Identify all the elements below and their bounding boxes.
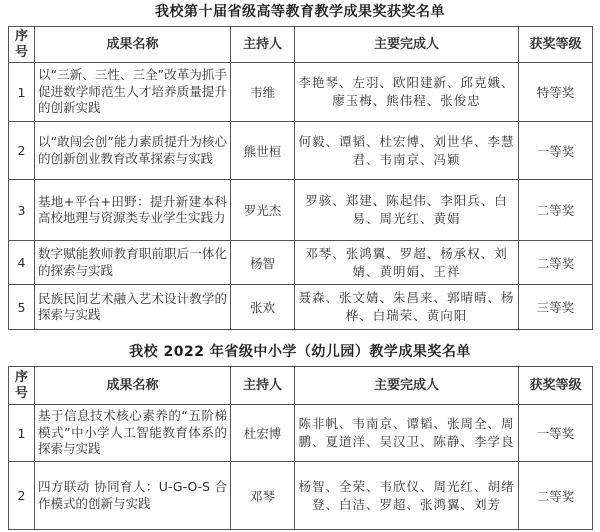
header-name: 成果名称 [35, 367, 231, 405]
row-no: 1 [9, 405, 35, 462]
row-members: 陈非帆、韦南京、谭韬、张周全、周鹏、夏道洋、吴汉卫、陈静、李学良 [295, 405, 519, 462]
header-members: 主要完成人 [295, 367, 519, 405]
row-grade: 二等奖 [519, 241, 593, 285]
row-name: 民族民间艺术融入艺术设计教学的探索与实践 [35, 285, 231, 330]
row-host: 杨智 [231, 241, 295, 285]
table-row [9, 180, 593, 241]
row-name: 基地+平台+田野：提升新建本科高校地理与资源类专业学生实践力 [35, 180, 231, 241]
row-host: 罗光杰 [231, 180, 295, 241]
table-row [9, 462, 593, 530]
table-row [9, 405, 593, 462]
table-row [9, 122, 593, 180]
row-grade: 特等奖 [519, 63, 593, 122]
section-title: 我校 2022 年省级中小学（幼儿园）教学成果奖名单 [129, 344, 471, 360]
table-row [9, 241, 593, 285]
row-grade: 二等奖 [519, 180, 593, 241]
row-members: 邓琴、张鸿翼、罗超、杨承权、刘婧、黄明娟、王祥 [295, 241, 519, 285]
row-grade: 三等奖 [519, 285, 593, 330]
header-members: 主要完成人 [295, 27, 519, 63]
row-members: 李艳琴、左羽、欧阳建新、邱克娥、廖玉梅、熊伟程、张俊忠 [295, 63, 519, 122]
table-row [9, 63, 593, 122]
row-no: 3 [9, 180, 35, 241]
row-no: 5 [9, 285, 35, 330]
row-name: 以“敢闯会创”能力素质提升为核心的创新创业教育改革探索与实践 [35, 122, 231, 180]
row-name: 基于信息技术核心素养的“五阶梯模式”中小学人工智能教育体系的探索与实践 [35, 405, 231, 462]
header-grade: 获奖等级 [519, 27, 593, 63]
header-no: 序号 [9, 27, 35, 63]
row-name: 数字赋能教师教育职前职后一体化的探索与实践 [35, 241, 231, 285]
row-host: 邓琴 [231, 462, 295, 530]
award-table [8, 366, 593, 530]
row-name: 以“三新、三性、三全”改革为抓手促进数学师范生人才培养质量提升的创新实践 [35, 63, 231, 122]
header-no: 序号 [9, 367, 35, 405]
row-grade: 一等奖 [519, 122, 593, 180]
row-host: 韦维 [231, 63, 295, 122]
row-members: 聂森、张文婧、朱昌来、郭晴晴、杨桦、白瑞荣、黄向阳 [295, 285, 519, 330]
row-no: 4 [9, 241, 35, 285]
row-grade: 一等奖 [519, 405, 593, 462]
table-header-row [9, 367, 593, 405]
row-members: 何毅、谭韬、杜宏博、刘世华、李慧君、韦南京、冯颖 [295, 122, 519, 180]
header-grade: 获奖等级 [519, 367, 593, 405]
header-host: 主持人 [231, 27, 295, 63]
row-grade: 二等奖 [519, 462, 593, 530]
row-members: 杨智、全荣、韦欣仪、周光红、胡绪登、白洁、罗超、张鸿翼、刘芳 [295, 462, 519, 530]
row-no: 2 [9, 462, 35, 530]
row-members: 罗骇、郑建、陈起伟、李阳兵、白易、周光红、黄娟 [295, 180, 519, 241]
k12-award-section [8, 342, 592, 530]
section-title: 我校第十届省级高等教育教学成果奖获奖名单 [155, 4, 445, 20]
header-name: 成果名称 [35, 27, 231, 63]
award-table [8, 26, 593, 330]
header-host: 主持人 [231, 367, 295, 405]
row-host: 熊世桓 [231, 122, 295, 180]
row-host: 杜宏博 [231, 405, 295, 462]
table-row [9, 285, 593, 330]
row-no: 1 [9, 63, 35, 122]
higher-education-award-section [8, 2, 592, 330]
table-header-row [9, 27, 593, 63]
row-no: 2 [9, 122, 35, 180]
row-host: 张欢 [231, 285, 295, 330]
row-name: 四方联动 协同育人：U-G-O-S 合作模式的创新与实践 [35, 462, 231, 530]
